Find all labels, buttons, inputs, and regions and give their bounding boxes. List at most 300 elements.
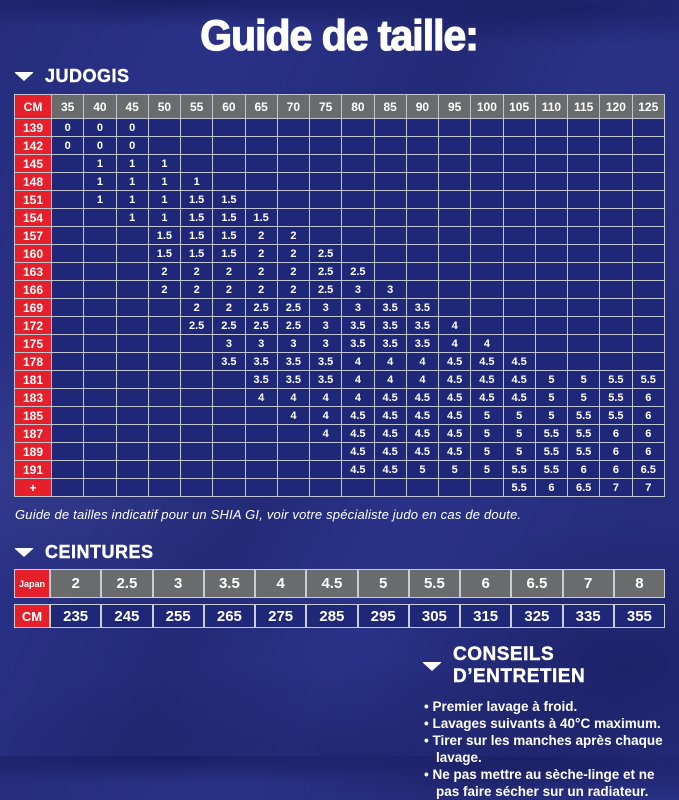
judogis-size-cell: 3.5 [277,353,309,371]
judogis-size-cell [406,263,438,281]
judogis-size-cell [84,461,116,479]
judogis-size-cell [277,155,309,173]
judogis-size-cell: 1 [116,155,148,173]
judogis-size-cell [213,461,245,479]
judogis-size-cell: 3 [374,281,406,299]
judogis-size-cell: 1 [84,191,116,209]
judogis-size-cell [568,263,600,281]
judogis-size-cell: 5.5 [600,407,632,425]
judogis-size-cell [52,479,84,497]
care-instructions-list [424,698,674,800]
judogis-column-header: 55 [181,95,213,119]
section-header-conseils [422,644,674,688]
section-label-ceintures: CEINTURES [45,542,154,562]
care-instruction-item: • Ne pas mettre au sèche-linge et ne pas faire sécher sur un radiateur. [424,767,655,799]
judogis-size-cell [568,245,600,263]
ceintures-cm-cell: 295 [358,604,409,628]
judogis-size-cell [374,245,406,263]
ceintures-japan-cell: 4 [255,569,306,598]
ceintures-cm-cell: 255 [153,604,204,628]
judogis-row [15,209,665,227]
judogis-size-cell: 2.5 [181,317,213,335]
judogis-size-cell [568,353,600,371]
judogis-size-cell [535,353,567,371]
judogis-size-cell: 4 [277,389,309,407]
judogis-size-cell: 3.5 [406,335,438,353]
judogis-size-cell: 6 [632,425,665,443]
judogis-size-cell: 4.5 [439,389,471,407]
judogis-size-cell: 6 [632,407,665,425]
judogis-size-cell [181,425,213,443]
judogis-size-cell [52,353,84,371]
ceintures-japan-cell: 7 [563,569,614,598]
judogis-size-cell: 2.5 [245,299,277,317]
judogis-size-cell [213,407,245,425]
judogis-size-cell [148,443,180,461]
judogis-size-cell: 6 [632,389,665,407]
judogis-row-label: 139 [15,119,52,137]
judogis-size-cell [52,407,84,425]
judogis-size-cell: 3 [342,299,374,317]
judogis-size-cell [503,191,535,209]
judogis-size-cell [277,173,309,191]
judogis-column-header: 120 [600,95,632,119]
judogis-size-cell: 3.5 [310,353,342,371]
judogis-row [15,155,665,173]
judogis-size-cell [374,227,406,245]
judogis-size-cell [84,389,116,407]
judogis-row [15,443,665,461]
judogis-size-cell [471,173,503,191]
judogis-size-cell: 3.5 [342,335,374,353]
judogis-row [15,353,665,371]
judogis-size-cell: 5.5 [632,371,665,389]
judogis-size-cell: 4.5 [406,389,438,407]
judogis-row-label: + [15,479,52,497]
judogis-size-cell [277,461,309,479]
judogis-row-label: 163 [15,263,52,281]
judogis-size-cell [406,245,438,263]
ceintures-japan-cell: 6.5 [511,569,562,598]
judogis-size-cell [245,443,277,461]
judogis-size-cell: 4 [310,425,342,443]
judogis-size-cell [439,281,471,299]
ceintures-japan-cell: 3 [153,569,204,598]
judogis-size-cell: 2 [277,263,309,281]
judogis-size-cell: 5.5 [503,461,535,479]
judogis-size-cell [342,155,374,173]
judogis-size-cell [148,353,180,371]
judogis-size-cell [342,119,374,137]
judogis-size-cell [277,119,309,137]
judogis-row-label: 157 [15,227,52,245]
judogis-size-cell: 6 [600,461,632,479]
judogis-size-cell: 5 [535,407,567,425]
judogis-column-header: 80 [342,95,374,119]
judogis-size-cell: 4.5 [406,407,438,425]
judogis-size-cell: 1.5 [213,245,245,263]
judogis-size-cell [535,119,567,137]
judogis-size-cell [374,155,406,173]
judogis-size-cell [84,425,116,443]
judogis-size-cell: 1.5 [148,227,180,245]
judogis-size-cell [568,227,600,245]
judogis-size-cell [406,227,438,245]
judogis-size-cell [116,371,148,389]
judogis-size-cell [471,191,503,209]
judogis-size-cell [181,353,213,371]
judogis-size-cell [632,155,665,173]
judogis-size-cell [439,479,471,497]
judogis-size-cell [116,461,148,479]
judogis-size-cell: 4.5 [406,443,438,461]
judogis-size-cell: 2 [245,263,277,281]
judogis-size-cell [503,317,535,335]
ceintures-japan-cell: 3.5 [204,569,255,598]
ceintures-cm-cell: 275 [255,604,306,628]
judogis-size-cell: 4.5 [374,443,406,461]
judogis-size-cell: 4 [374,371,406,389]
judogis-size-cell [503,119,535,137]
judogis-size-cell [148,317,180,335]
judogis-size-cell [374,191,406,209]
judogis-size-cell [213,425,245,443]
judogis-size-cell [374,209,406,227]
judogis-size-cell [600,335,632,353]
judogis-size-cell [52,299,84,317]
judogis-corner-cell: CM [15,95,52,119]
judogis-size-cell: 1 [148,173,180,191]
judogis-row [15,245,665,263]
judogis-size-cell: 2 [181,299,213,317]
judogis-row-label: 178 [15,353,52,371]
judogis-row [15,389,665,407]
judogis-size-cell: 2 [277,245,309,263]
judogis-size-cell [632,335,665,353]
judogis-row-label: 185 [15,407,52,425]
judogis-size-cell: 5 [471,407,503,425]
judogis-row-label: 187 [15,425,52,443]
judogis-size-cell [52,371,84,389]
judogis-size-cell [471,245,503,263]
judogis-size-cell [245,461,277,479]
judogis-row [15,425,665,443]
judogis-size-cell: 3.5 [374,335,406,353]
judogis-size-cell: 3.5 [245,353,277,371]
judogis-row-label: 189 [15,443,52,461]
judogis-size-cell: 1 [84,155,116,173]
judogis-size-cell [277,137,309,155]
judogis-size-cell: 5 [439,461,471,479]
judogis-size-cell: 6 [568,461,600,479]
triangle-down-icon [422,662,442,671]
judogis-size-cell: 6 [535,479,567,497]
judogis-size-cell [52,389,84,407]
judogis-size-cell: 4.5 [406,425,438,443]
judogis-row [15,119,665,137]
judogis-size-cell: 4.5 [342,461,374,479]
judogis-row [15,281,665,299]
judogis-size-cell [116,281,148,299]
judogis-size-cell [600,227,632,245]
judogis-size-cell [535,209,567,227]
judogis-row [15,407,665,425]
judogis-row [15,317,665,335]
judogis-size-cell [84,209,116,227]
judogis-size-cell: 2 [245,245,277,263]
judogis-size-cell: 4.5 [374,389,406,407]
ceintures-cm-row [14,604,665,628]
judogis-size-cell: 5.5 [535,461,567,479]
judogis-size-cell [632,137,665,155]
judogis-size-cell [245,425,277,443]
judogis-size-cell: 5.5 [568,425,600,443]
judogis-size-cell: 6 [600,443,632,461]
judogis-size-cell: 0 [52,119,84,137]
judogis-size-cell [148,389,180,407]
judogis-size-cell [568,191,600,209]
judogis-size-cell: 4 [310,389,342,407]
judogis-size-cell [310,137,342,155]
judogis-size-cell [503,281,535,299]
judogis-size-cell [374,173,406,191]
judogis-size-cell [600,317,632,335]
judogis-size-cell [310,173,342,191]
judogis-size-cell [310,443,342,461]
judogis-column-header: 100 [471,95,503,119]
judogis-size-cell: 2.5 [310,263,342,281]
judogis-size-cell: 2 [148,281,180,299]
judogis-size-cell: 5 [535,389,567,407]
judogis-size-cell [535,281,567,299]
judogis-size-cell [503,299,535,317]
judogis-row-label: 191 [15,461,52,479]
judogis-size-cell [213,479,245,497]
judogis-size-cell [406,281,438,299]
judogis-size-cell [439,137,471,155]
care-instruction-item: • Tirer sur les manches après chaque lavage. [424,733,663,765]
judogis-size-cell [245,155,277,173]
judogis-column-header: 70 [277,95,309,119]
judogis-size-cell [84,299,116,317]
judogis-size-cell [600,137,632,155]
judogis-size-cell [245,407,277,425]
judogis-size-cell [632,317,665,335]
judogis-size-cell: 5.5 [535,443,567,461]
ceintures-japan-row [14,569,665,598]
judogis-size-cell: 1.5 [181,227,213,245]
judogis-size-cell: 5.5 [568,407,600,425]
judogis-column-header: 75 [310,95,342,119]
judogis-size-cell [310,191,342,209]
judogis-size-cell [471,155,503,173]
judogis-size-cell: 4 [374,353,406,371]
judogis-size-cell [181,443,213,461]
judogis-size-cell [116,263,148,281]
judogis-size-cell: 4 [439,317,471,335]
judogis-size-cell: 3 [310,335,342,353]
judogis-size-cell: 5 [503,425,535,443]
judogis-size-cell: 3.5 [406,317,438,335]
judogis-size-cell [600,299,632,317]
judogis-size-cell: 1 [84,173,116,191]
judogis-size-cell: 4.5 [439,353,471,371]
judogis-size-cell: 0 [84,119,116,137]
judogis-size-cell [84,353,116,371]
judogis-size-cell [148,479,180,497]
judogis-size-cell: 3 [213,335,245,353]
judogis-size-cell [148,119,180,137]
judogis-size-cell: 1.5 [181,209,213,227]
judogis-size-cell: 1.5 [245,209,277,227]
judogis-column-header: 90 [406,95,438,119]
judogis-size-cell: 4 [342,353,374,371]
judogis-size-cell: 7 [632,479,665,497]
judogis-size-cell [471,119,503,137]
judogis-size-cell [116,479,148,497]
judogis-size-cell [439,155,471,173]
judogis-size-cell [277,209,309,227]
judogis-size-cell [471,227,503,245]
judogis-row [15,173,665,191]
judogis-size-cell [181,119,213,137]
judogis-size-cell [535,263,567,281]
judogis-row [15,263,665,281]
judogis-size-cell: 2 [213,281,245,299]
judogis-size-cell: 7 [600,479,632,497]
ceintures-cm-cell: 325 [511,604,562,628]
judogis-size-cell: 2 [148,263,180,281]
judogis-size-cell [277,443,309,461]
judogis-size-cell: 2 [181,263,213,281]
judogis-size-cell [568,317,600,335]
judogis-row-label: 148 [15,173,52,191]
judogis-size-cell: 5 [503,443,535,461]
judogis-size-cell: 2 [245,227,277,245]
judogis-size-cell [181,407,213,425]
judogis-size-cell [245,137,277,155]
judogis-size-cell [277,191,309,209]
judogis-size-cell [52,443,84,461]
judogis-size-cell [632,191,665,209]
judogis-table [14,94,665,497]
judogis-size-cell: 5 [535,371,567,389]
judogis-size-cell: 4.5 [374,407,406,425]
judogis-size-cell [568,335,600,353]
judogis-size-cell [52,425,84,443]
judogis-size-cell [632,263,665,281]
judogis-size-cell: 3.5 [406,299,438,317]
judogis-size-cell [52,317,84,335]
judogis-size-cell [406,173,438,191]
judogis-size-cell: 4 [406,371,438,389]
judogis-size-cell: 3.5 [374,317,406,335]
judogis-row-label: 160 [15,245,52,263]
judogis-size-cell: 0 [84,137,116,155]
judogis-size-cell [116,407,148,425]
judogis-column-header: 35 [52,95,84,119]
judogis-size-cell: 6 [632,443,665,461]
ceintures-cm-label: CM [14,604,50,628]
judogis-size-cell: 3 [342,281,374,299]
judogis-size-cell: 5 [471,425,503,443]
judogis-size-cell: 1 [181,173,213,191]
judogis-size-cell [181,155,213,173]
judogis-size-cell [342,245,374,263]
ceintures-cm-cell: 235 [50,604,101,628]
judogis-size-cell [632,173,665,191]
judogis-size-cell [471,317,503,335]
judogis-size-cell: 4.5 [439,407,471,425]
judogis-size-cell: 0 [116,119,148,137]
judogis-size-cell [213,173,245,191]
judogis-size-cell [406,155,438,173]
judogis-size-cell: 4.5 [374,425,406,443]
judogis-size-cell [213,155,245,173]
judogis-size-cell: 2.5 [342,263,374,281]
ceintures-japan-cell: 2.5 [101,569,152,598]
judogis-row-label: 151 [15,191,52,209]
ceintures-japan-cell: 2 [50,569,101,598]
judogis-size-cell [535,299,567,317]
judogis-column-header: 60 [213,95,245,119]
care-instruction-item: • Lavages suivants à 40°C maximum. [424,716,661,731]
judogis-size-cell [568,137,600,155]
judogis-size-cell: 1 [116,209,148,227]
judogis-size-cell [148,335,180,353]
ceintures-cm-cell: 315 [460,604,511,628]
judogis-size-cell [503,227,535,245]
judogis-size-cell [503,209,535,227]
judogis-row [15,371,665,389]
judogis-size-cell [148,137,180,155]
judogis-size-cell [568,119,600,137]
judogis-column-header: 125 [632,95,665,119]
judogis-size-cell: 5 [471,461,503,479]
judogis-size-cell: 5.5 [503,479,535,497]
judogis-size-cell [406,191,438,209]
judogis-size-cell [181,335,213,353]
judogis-size-cell [181,389,213,407]
judogis-size-cell [116,335,148,353]
judogis-size-cell [116,389,148,407]
judogis-size-cell [148,299,180,317]
judogis-size-cell [632,299,665,317]
judogis-size-cell: 4 [471,335,503,353]
judogis-size-cell [84,371,116,389]
judogis-size-cell [632,245,665,263]
judogis-size-cell: 4.5 [439,371,471,389]
judogis-row [15,461,665,479]
section-header-ceintures [14,542,679,563]
judogis-size-cell: 3 [310,299,342,317]
judogis-row [15,335,665,353]
judogis-size-cell: 5 [568,371,600,389]
judogis-size-cell [84,281,116,299]
judogis-size-cell [116,299,148,317]
ceintures-cm-cell: 265 [204,604,255,628]
judogis-size-cell [84,245,116,263]
judogis-size-cell [148,371,180,389]
judogis-size-cell [84,443,116,461]
judogis-size-cell [471,263,503,281]
judogis-size-cell: 4.5 [342,407,374,425]
judogis-size-cell: 4 [277,407,309,425]
judogis-size-cell [310,155,342,173]
judogis-size-cell [245,119,277,137]
judogis-size-cell [116,227,148,245]
judogis-size-cell [116,443,148,461]
